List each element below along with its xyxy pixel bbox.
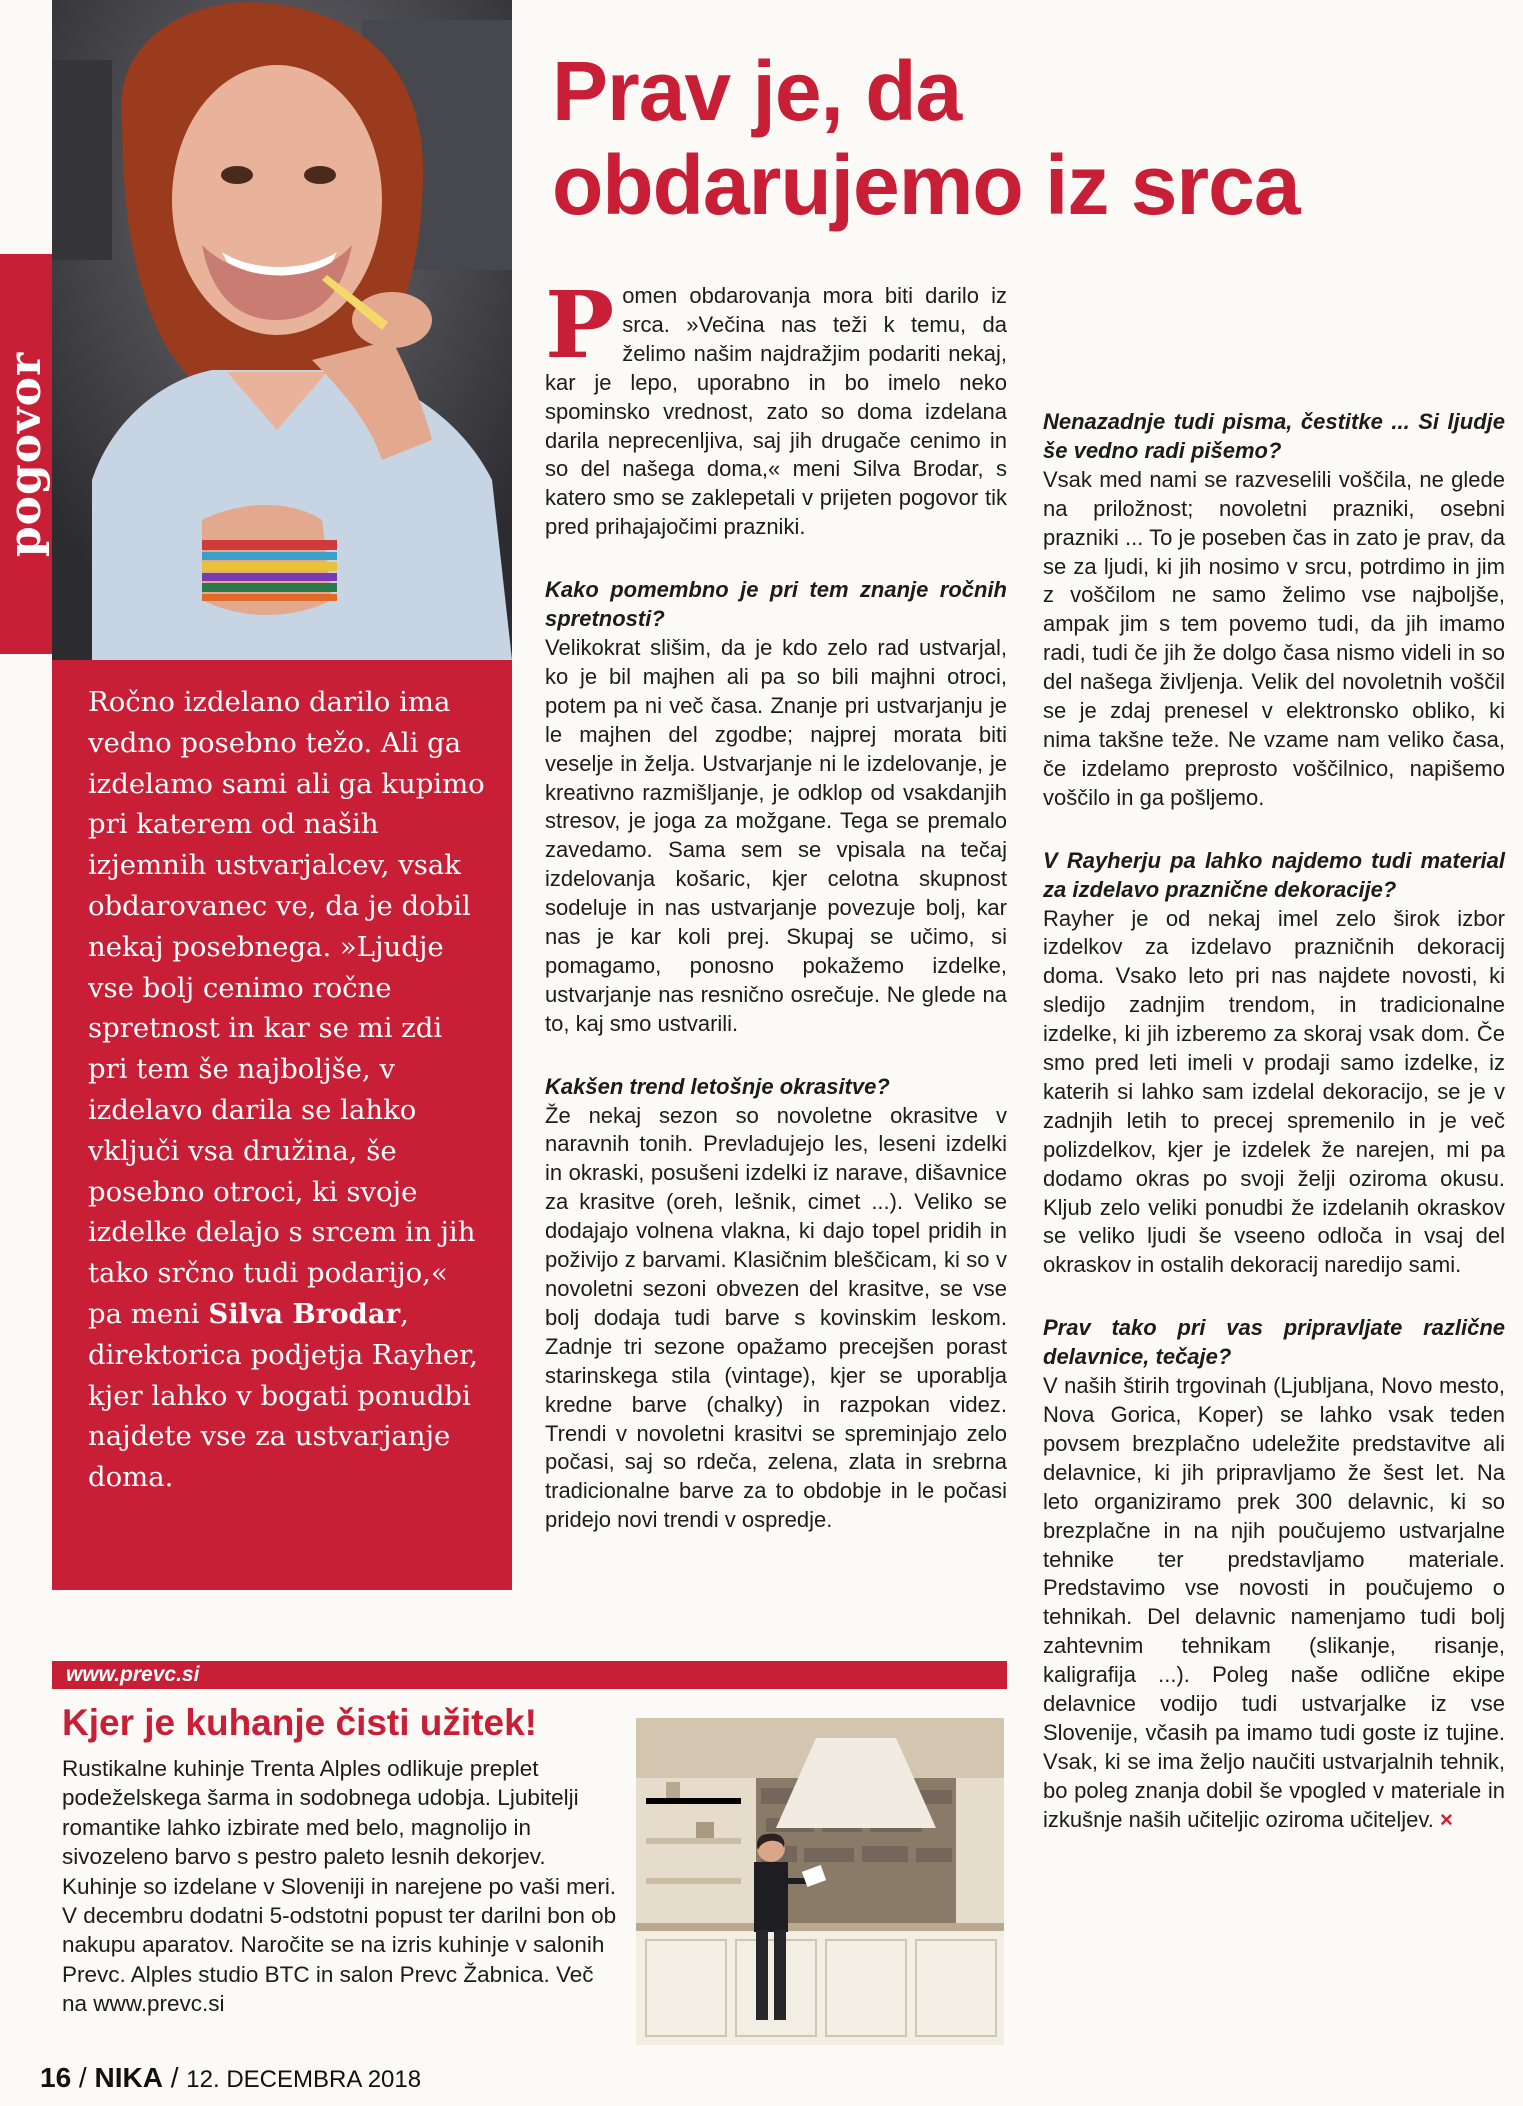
section-label xyxy=(0,254,52,654)
answer-4: Rayher je od nekaj imel zelo širok izbor izdelkov za izdelavo prazničnih dekoracij doma. Vsako leto pri nas najdete novosti, ki sledijo zadnjim trendom, in tradicionalne izdelke, ki jih izberemo za skoraj vsak dom. Če smo pred leti imeli v prodaji samo izdelke, iz katerih si lahko sam izdelal dekoracijo, se je v zadnjih letih to precej spremenilo in je več polizdelkov, kjer je izdelek že narejen, mi pa dodamo okras po svoji želji oziroma okusu. Kljub zelo veliki ponudbi že izdelanih okraskov se veliko ljudi še vseeno odloča in vsaj del okraskov in ostalih dekoracij naredijo sami. xyxy=(1043,905,1505,1278)
page-number: 16 xyxy=(40,2062,72,2093)
article-column-2 xyxy=(1043,282,1505,1835)
pull-quote-name: Silva Brodar xyxy=(208,1297,401,1330)
ad-url[interactable]: www.prevc.si xyxy=(66,1663,200,1686)
footer-separator: / xyxy=(71,2062,95,2093)
article-column-1 xyxy=(545,271,1007,1535)
section-label-text: pogovor xyxy=(0,351,52,557)
end-mark: × xyxy=(1440,1806,1453,1832)
portrait-illustration xyxy=(52,0,512,660)
answer-1: Velikokrat slišim, da je kdo zelo rad ustvarjal, ko je bil majhen ali pa so bili majhni otroci, potem pa ni več časa. Znanje pri ustvarjanju je le majhen del zgodbe; najprej morata biti veselje in želja. Ustvarjanje ni le izdelovanje, je kreativno razmišljanje, je odklop od vsakdanjih stresov, je joga za možgane. Tega se premalo zavedamo. Sama sem se vpisala na tečaj izdelovanja košaric, kjer celotna skupnost sodeluje in nas ustvarjanje povezuje bolj, kar nas je kar koli prej. Skupaj se učimo, si pomagamo, ponosno pokažemo izdelke, ustvarjanje nas resnično osrečuje. Ne glede na to, kaj smo ustvarili. xyxy=(545,634,1007,1036)
question-3: Nenazadnje tudi pisma, čestitke ... Si ljudje še vedno radi pišemo? xyxy=(1043,409,1505,463)
portrait-photo xyxy=(52,0,512,660)
question-1: Kako pomembno je pri tem znanje ročnih spretnosti? xyxy=(545,577,1007,632)
kitchen-illustration xyxy=(636,1718,1004,2045)
question-4: V Rayherju pa lahko najdemo tudi material za izdelavo praznične dekoracije? xyxy=(1043,847,1505,902)
answer-2 xyxy=(545,1102,1007,1536)
magazine-name: NIKA xyxy=(94,2062,163,2093)
issue-date: 12. DECEMBRA 2018 xyxy=(186,2066,422,2093)
pull-quote xyxy=(88,682,488,1498)
ad-body: Rustikalne kuhinje Trenta Alples odlikuje preplet podeželskega šarma in sodobnega udobja. Ljubitelji romantike lahko izbirate med belo, magnolijo in sivozeleno barvo s pestro paleto lesnih dekorjev. Kuhinje so izdelane v Sloveniji in narejene po vaši meri. V decembru dodatni 5-odstotni popust ter darilni bon ob nakupu aparatov. Naročite se na izris kuhinje v salonih Prevc. Alples studio BTC in salon Prevc Žabnica. Več na www.prevc.si xyxy=(62,1756,617,2017)
page-footer xyxy=(40,2060,421,2096)
ad-kitchen-photo xyxy=(636,1718,1004,2045)
question-5: Prav tako pri vas pripravljate različne delavnice, tečaje? xyxy=(1043,1315,1505,1370)
pull-quote-text: Ročno izdelano darilo ima vedno posebno težo. Ali ga izdelamo sami ali ga kupimo pri katerem od naših izjemnih ustvarjalcev, vsak obdarovanec ve, da je dobil nekaj posebnega. »Ljudje vse bolj cenimo ročne spretnost in kar se mi zdi pri tem še najboljše, v izdelavo darila se lahko vključi vsa družina, še posebno otroci, ki svoje izdelke delajo s srcem in jih tako srčno tudi podarijo,« pa meni xyxy=(88,686,485,1330)
headline-line-2: obdarujemo iz srca xyxy=(552,138,1300,232)
article-intro xyxy=(545,271,1007,542)
ad-title: Kjer je kuhanje čisti užitek! xyxy=(62,1702,537,1743)
answer-2-text: Že nekaj sezon so novoletne okrasitve v naravnih tonih. Prevladujejo les, leseni izdelki in okraski, posušeni izdelki iz narave, dišavnice za krasitve (oreh, lešnik, cimet ...). Veliko se dodajajo volnena vlakna, ki dajo topel pridih in poživijo z barvami. Klasičnim bleščicam, ki so v novoletni sezoni obvezen del krasitve, se vse bolj dodaja tudi barve s kovinskim leskom. Zadnje tri sezone opažamo precejšen porast starinskega stila (vintage), kjer se uporablja kredne barve (chalky) in razpokan videz. Trendi v novoletni krasitvi se spreminjajo zelo počasi, saj so rdeča, zelena, zlata in srebrna tradicionalne barve za to obdobje in le počasi pridejo novi trendi v ospredje. xyxy=(545,1102,1007,1533)
answer-3: Vsak med nami se razveselili voščila, ne glede na priložnost; novoletni prazniki, osebni prazniki ... To je poseben čas in zato je prav, da se za ljudi, ki jih nosimo v srcu, potrdimo in jim z voščilom ne samo želimo vse najboljše, ampak jim s tem povemo tudi, da jih imamo radi, tudi če jih že dolgo časa nismo videli in so del našega življenja. Velik del novoletnih voščil se je zdaj prenesel v elektronsko obliko, ki nima takšne teže. Ne vzame nam veliko časa, če izdelamo preprosto voščilnico, napišemo voščilo in ga pošljemo. xyxy=(1043,466,1505,810)
dropcap: P xyxy=(545,271,615,379)
answer-5 xyxy=(1043,1372,1505,1835)
headline xyxy=(552,44,1492,232)
pull-quote-text-end: , direktorica podjetja Rayher, kjer lahko v bogati ponudbi najdete vse za ustvarjanje doma. xyxy=(88,1297,478,1494)
question-2: Kakšen trend letošnje okrasitve? xyxy=(545,1073,890,1099)
headline-line-1: Prav je, da xyxy=(552,44,962,138)
article-intro-text: omen obdarovanja mora biti darilo iz srca. »Večina nas teži k temu, da želimo našim najdražjim podariti nekaj, kar je lepo, uporabno in bo imelo neko spominsko vrednost, zato so doma izdelana darila neprecenljiva, saj jih drugače cenimo in so del našega doma,« meni Silva Brodar, s katero smo se zaklepetali v prijeten pogovor tik pred prihajajočimi prazniki. xyxy=(545,283,1007,540)
answer-5-text: V naših štirih trgovinah (Ljubljana, Novo mesto, Nova Gorica, Koper) se lahko vsak teden povsem brezplačno udeležite predstavitve ali delavnice, ki jih pripravljamo že šest let. Na leto organiziramo prek 300 delavnic, ki so brezplačne in na njih poučujemo ustvarjalne tehnike ter predstavljamo materiale. Predstavimo vse novosti in poučujemo o tehnikah. Del delavnic namenjamo tudi bolj zahtevnim tehnikam (slikanje, risanje, kaligrafija ...). Poleg naše odlične ekipe delavnice vodijo tudi ustvarjalke iz vse Slovenije, včasih pa imamo tudi goste iz tujine. Vsak, ki se ima željo naučiti ustvarjalnih tehnik, bo poleg znanja dobil še vpogled v materiale in izkušnje naših učiteljic oziroma učiteljev. xyxy=(1043,1373,1505,1832)
footer-separator-2: / xyxy=(162,2062,187,2093)
